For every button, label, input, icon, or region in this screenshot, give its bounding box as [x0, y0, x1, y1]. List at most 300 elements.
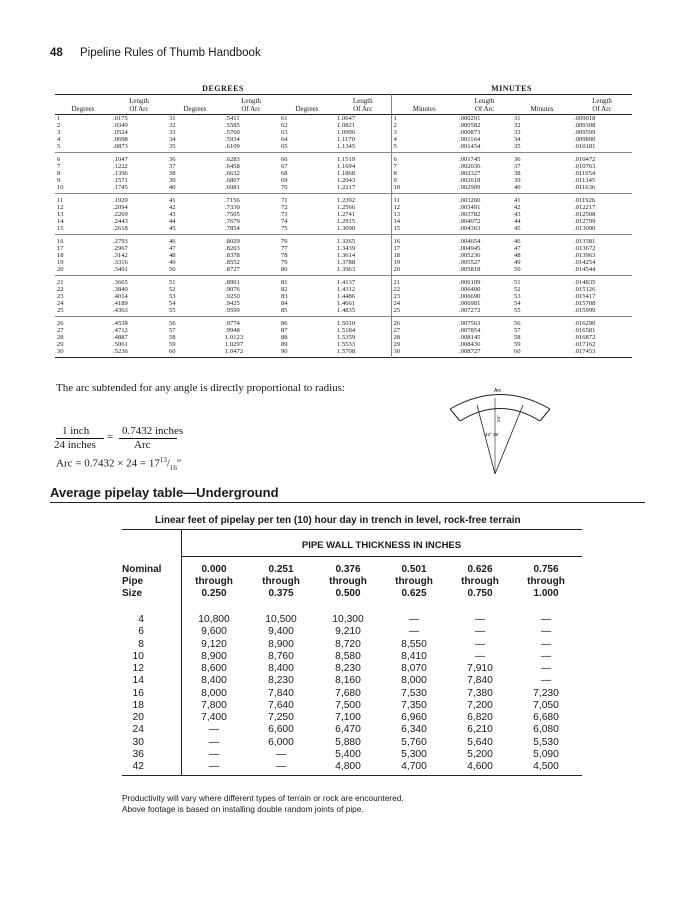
pipelay-footage-cell: —	[540, 638, 552, 650]
arc-length-cell: .5411	[225, 115, 240, 122]
arc-length-cell: 1.5708	[337, 348, 356, 355]
arc-length-cell: 1.1345	[337, 143, 356, 150]
pipelay-footage-cell: 8,070	[401, 663, 427, 674]
arc-length-cell: .2618	[113, 225, 128, 232]
pipelay-footage-cell: 8,000	[401, 675, 427, 687]
arc-angle-cell: 48	[514, 252, 521, 259]
arc-length-cell: .014544	[574, 266, 596, 273]
arc-angle-cell: 29	[57, 341, 64, 348]
arc-length-cell: .0873	[113, 143, 128, 150]
arc-length-cell: .004363	[459, 225, 481, 232]
arc-length-cell: .9076	[225, 286, 240, 293]
arc-length-cell: 1.0472	[225, 348, 244, 355]
arc-angle-cell: 88	[281, 334, 288, 341]
arc-angle-cell: 50	[514, 266, 521, 273]
arc-column-header	[111, 95, 167, 115]
arc-table-row	[55, 194, 632, 205]
pipelay-footage-cell: 4,800	[335, 761, 361, 772]
arc-length-cell: 1.4661	[337, 300, 356, 307]
arc-angle-cell: 9	[391, 177, 457, 184]
arc-length-cell: .005818	[459, 266, 481, 273]
nominal-header-line: Size	[122, 588, 143, 599]
arc-length-cell: .008727	[459, 348, 481, 355]
wall-thickness-header-line: 0.500	[335, 588, 361, 599]
arc-length-table	[55, 94, 632, 358]
arc-length-cell: .012217	[574, 204, 596, 211]
arc-angle-cell: 46	[512, 235, 572, 246]
pipelay-footage-cell: —	[208, 736, 220, 748]
arc-length-cell: .006109	[457, 276, 512, 287]
arc-length-cell: 1.5359	[337, 334, 356, 341]
pipelay-footage-cell: —	[275, 761, 287, 772]
arc-angle-cell: 56	[167, 317, 223, 328]
arc-angle-cell: 9	[57, 177, 61, 184]
arc-angle-cell: 63	[281, 129, 288, 136]
arc-angle-cell: 49	[169, 259, 176, 266]
arc-angle-cell: 64	[281, 136, 288, 143]
arc-angle-cell: 2	[57, 122, 61, 129]
arc-length-cell: .7505	[225, 211, 240, 218]
pipelay-footage-cell: —	[474, 650, 486, 662]
pipelay-footage-cell: 7,230	[533, 687, 559, 699]
arc-length-cell: .5934	[225, 136, 240, 143]
wall-thickness-header-line: 0.251	[268, 564, 294, 575]
pipelay-footage-cell: 4,600	[467, 761, 493, 772]
arc-angle-cell: 13	[391, 211, 457, 218]
wall-thickness-header-line: 0.375	[268, 588, 294, 599]
arc-angle-cell: 33	[514, 129, 521, 136]
pipelay-footage-cell: —	[408, 626, 420, 638]
fraction-left-denominator: 24 inches	[54, 439, 96, 451]
arc-column-header-line: Length	[241, 97, 261, 105]
arc-angle-cell: 71	[279, 194, 335, 205]
arc-diagram	[445, 384, 555, 479]
arc-length-cell: .9250	[225, 293, 240, 300]
arc-length-cell: 1.3614	[337, 252, 356, 259]
arc-length-cell: .009599	[574, 129, 596, 136]
arc-length-cell: 1.3963	[337, 266, 356, 273]
pipelay-footage-cell: 8,230	[268, 675, 294, 687]
arc-table-row	[55, 136, 632, 143]
arc-length-cell: .006981	[459, 300, 481, 307]
pipelay-footage-cell: 6,000	[268, 736, 294, 748]
arc-table-row	[55, 334, 632, 341]
pipelay-footage-cell: 8,160	[335, 675, 361, 687]
arc-angle-cell: 62	[281, 122, 288, 129]
arc-length-cell: .008145	[459, 334, 481, 341]
arc-table-row	[55, 348, 632, 358]
arc-angle-cell: 44	[169, 218, 176, 225]
arc-angle-cell: 41	[167, 194, 223, 205]
arc-angle-cell: 45	[514, 225, 521, 232]
arc-angle-cell: 60	[169, 348, 176, 355]
pipelay-footage-cell: 7,400	[201, 712, 227, 723]
arc-length-cell: .009890	[574, 136, 596, 143]
radius-right	[495, 405, 523, 474]
arc-length-cell: .010763	[574, 163, 596, 170]
arc-column-header-line: Minutes	[412, 105, 436, 113]
arc-angle-cell: 3	[57, 129, 61, 136]
arc-length-cell: .000873	[459, 129, 481, 136]
arc-angle-cell: 16	[55, 235, 111, 246]
arc-angle-cell: 34	[514, 136, 521, 143]
arc-angle-cell: 58	[169, 334, 176, 341]
arc-angle-cell: 12	[57, 204, 64, 211]
pipelay-footage-cell: —	[540, 614, 552, 625]
arc-column-header-sub: Of Arc	[241, 105, 261, 113]
arc-table-row	[55, 293, 632, 300]
pipelay-footage-cell: 7,680	[335, 687, 361, 699]
arc-angle-cell: 57	[514, 327, 521, 334]
arc-length-cell: .008436	[459, 341, 481, 348]
pipelay-footage-cell: 8,720	[335, 638, 361, 650]
arc-length-cell: .3840	[113, 286, 128, 293]
arc-length-cell: .1222	[113, 163, 128, 170]
arc-length-cell: 1.3265	[335, 235, 391, 246]
arc-angle-cell: 36	[167, 153, 223, 164]
pipelay-footage-cell: —	[208, 748, 220, 760]
arc-length-cell: .1047	[111, 153, 167, 164]
arc-length-cell: .000291	[459, 115, 481, 122]
pipelay-footage-cell: 7,050	[533, 699, 559, 711]
pipelay-footage-cell: 8,600	[201, 663, 227, 674]
arc-length-cell: .014835	[572, 276, 632, 287]
arc-angle-cell: 14	[57, 218, 64, 225]
pipelay-footage-cell: 6,680	[533, 712, 559, 723]
arc-angle-cell: 17	[391, 245, 457, 252]
arc-length-cell: .013381	[572, 235, 632, 246]
arc-length-cell: .015417	[574, 293, 596, 300]
arc-length-cell: .001745	[457, 153, 512, 164]
arc-length-cell: .004945	[459, 245, 481, 252]
pipelay-top-rule	[122, 529, 582, 530]
arc-angle-cell: 51	[512, 276, 572, 287]
arc-angle-cell: 86	[279, 317, 335, 328]
arc-length-cell: 1.2741	[337, 211, 356, 218]
arc-table-row	[55, 259, 632, 266]
arc-length-cell: .8378	[225, 252, 240, 259]
arc-angle-cell: 39	[169, 177, 176, 184]
arc-angle-cell: 26	[55, 317, 111, 328]
arc-angle-cell: 31	[514, 115, 521, 122]
pipelay-footage-cell: 8,410	[401, 650, 427, 662]
arc-table-row	[55, 218, 632, 225]
arc-table-row	[55, 170, 632, 177]
arc-angle-cell: 53	[169, 293, 176, 300]
nominal-pipe-size-header	[122, 564, 177, 600]
arc-length-cell: 1.2915	[337, 218, 356, 225]
arc-angle-cell: 79	[281, 259, 288, 266]
arc-length-cell: .8552	[225, 259, 240, 266]
arc-length-cell: .005236	[459, 252, 481, 259]
arc-angle-cell: 84	[281, 300, 288, 307]
arc-angle-cell: 16	[391, 235, 457, 246]
arc-length-cell: .5760	[225, 129, 240, 136]
arc-column-header-line: Length	[352, 97, 373, 105]
arc-angle-cell: 73	[281, 211, 288, 218]
arc-angle-cell: 40	[169, 184, 176, 191]
nominal-pipe-size-cell: 18	[132, 699, 144, 711]
pipelay-footage-cell: 7,100	[335, 712, 361, 723]
arc-angle-cell: 44	[514, 218, 521, 225]
degrees-group-label: DEGREES	[202, 84, 244, 93]
arc-angle-cell: 58	[514, 334, 521, 341]
arc-length-cell: .2967	[113, 245, 128, 252]
arc-result-slash: /	[166, 457, 170, 470]
arc-column-header	[391, 95, 457, 115]
arc-angle-cell: 65	[281, 143, 288, 150]
arc-angle-cell: 11	[391, 194, 457, 205]
arc-angle-cell: 7	[391, 163, 457, 170]
arc-column-header	[279, 95, 335, 115]
arc-length-cell: .7330	[225, 204, 240, 211]
arc-angle-cell: 27	[57, 327, 64, 334]
pipelay-footage-cell: 7,840	[467, 675, 493, 687]
arc-angle-cell: 6	[391, 153, 457, 164]
arc-table-row	[55, 184, 632, 194]
arc-column-header-line: Degrees	[183, 105, 207, 113]
pipelay-footage-cell: 8,550	[401, 638, 427, 650]
arc-length-cell: .5585	[225, 122, 240, 129]
wall-thickness-header-line: through	[195, 576, 233, 587]
wall-thickness-column-header	[513, 564, 579, 600]
arc-angle-cell: 26	[391, 317, 457, 328]
arc-length-cell: .0698	[113, 136, 128, 143]
arc-angle-cell: 59	[514, 341, 521, 348]
arc-length-cell: 1.1519	[335, 153, 391, 164]
nominal-pipe-size-cell: 8	[138, 638, 144, 650]
arc-length-cell: 1.5533	[337, 341, 356, 348]
arc-length-cell: .2443	[113, 218, 128, 225]
arc-length-cell: .004072	[459, 218, 481, 225]
pipelay-footage-cell: 8,230	[335, 663, 361, 674]
arc-column-header	[335, 95, 391, 115]
arc-length-cell: .016872	[574, 334, 596, 341]
arc-length-cell: .013672	[574, 245, 596, 252]
arc-length-cell: 1.1868	[337, 170, 356, 177]
arc-table-row	[55, 177, 632, 184]
arc-length-cell: .015999	[574, 307, 596, 314]
page-number: 48	[50, 47, 63, 59]
arc-length-cell: .012508	[574, 211, 596, 218]
arc-column-header-line: Degrees	[295, 105, 319, 113]
fraction-right-numerator: 0.7432 inches	[122, 425, 184, 437]
arc-angle-cell: 28	[391, 334, 457, 341]
arc-length-cell: .003200	[457, 194, 512, 205]
arc-length-cell: 1.1694	[337, 163, 356, 170]
wall-thickness-header-line: through	[395, 576, 433, 587]
pipelay-footage-cell: 7,800	[201, 699, 227, 711]
arc-length-cell: 1.4312	[337, 286, 356, 293]
arc-length-cell: .7854	[225, 225, 240, 232]
pipelay-footage-cell: 7,500	[335, 699, 361, 711]
wall-thickness-header-line: through	[329, 576, 367, 587]
arc-angle-cell: 39	[514, 177, 521, 184]
arc-angle-cell: 83	[281, 293, 288, 300]
arc-angle-cell: 72	[281, 204, 288, 211]
fraction-right-denominator: Arc	[134, 439, 151, 451]
pipelay-footage-cell: 6,600	[268, 724, 294, 736]
arc-outer-curve	[450, 395, 550, 410]
wall-thickness-header-line: 0.756	[533, 564, 559, 575]
arc-angle-cell: 11	[55, 194, 111, 205]
arc-length-cell: .005527	[459, 259, 481, 266]
arc-column-header-line: Length	[592, 97, 612, 105]
arc-length-cell: 1.2392	[335, 194, 391, 205]
arc-length-cell: .007563	[457, 317, 512, 328]
arc-length-cell: .9948	[225, 327, 240, 334]
arc-angle-cell: 90	[281, 348, 288, 355]
arc-angle-cell: 80	[281, 266, 288, 273]
arc-angle-cell: 24	[391, 300, 457, 307]
arc-angle-cell: 5	[391, 143, 457, 153]
arc-length-cell: .010472	[572, 153, 632, 164]
wall-thickness-header-line: 0.376	[335, 564, 361, 575]
pipelay-footage-cell: 10,800	[198, 614, 230, 625]
pipelay-footage-cell: 7,840	[268, 687, 294, 699]
pipelay-footage-cell: 4,700	[401, 761, 427, 772]
pipelay-footage-cell: 8,760	[268, 650, 294, 662]
arc-angle-cell: 57	[169, 327, 176, 334]
arc-length-cell: .6807	[225, 177, 240, 184]
arc-length-table-wrapper	[55, 84, 632, 358]
arc-length-cell: .006690	[459, 293, 481, 300]
arc-length-cell: .002327	[459, 170, 481, 177]
arc-column-header	[223, 95, 279, 115]
arc-length-cell: 1.3439	[337, 245, 356, 252]
radius-left	[477, 405, 495, 474]
pipelay-footage-cell: —	[474, 614, 486, 625]
arc-column-header	[55, 95, 111, 115]
arc-length-cell: .007272	[459, 307, 481, 314]
nominal-header-line: Pipe	[122, 576, 144, 587]
arc-length-cell: 1.0996	[337, 129, 356, 136]
pipelay-footage-cell: 6,210	[467, 724, 493, 736]
arc-table-row	[55, 276, 632, 287]
pipelay-footage-cell: 5,640	[467, 736, 493, 748]
pipelay-footage-cell: 5,400	[335, 748, 361, 760]
arc-length-cell: .0349	[113, 122, 128, 129]
arc-table-row	[55, 307, 632, 317]
arc-angle-cell: 61	[281, 115, 288, 122]
pipelay-footage-cell: 8,900	[268, 638, 294, 650]
pipelay-footage-cell: 8,400	[268, 663, 294, 674]
arc-angle-cell: 29	[391, 341, 457, 348]
arc-length-cell: .4363	[113, 307, 128, 314]
arc-length-cell: .4887	[113, 334, 128, 341]
pipelay-footage-cell: —	[275, 748, 287, 760]
arc-length-cell: .011636	[574, 184, 596, 191]
pipelay-footage-cell: 5,880	[335, 736, 361, 748]
arc-length-cell: .003782	[459, 211, 481, 218]
arc-angle-cell: 38	[514, 170, 521, 177]
pipelay-footage-cell: 5,760	[401, 736, 427, 748]
nominal-pipe-size-cell: 20	[132, 712, 144, 723]
wall-thickness-header-line: 0.501	[401, 564, 427, 575]
arc-length-cell: 1.5010	[335, 317, 391, 328]
arc-angle-cell: 52	[514, 286, 521, 293]
arc-angle-cell: 43	[169, 211, 176, 218]
arc-angle-cell: 48	[169, 252, 176, 259]
arc-table-row	[55, 211, 632, 218]
pipelay-footage-cell: —	[540, 650, 552, 662]
arc-length-cell: .6283	[223, 153, 279, 164]
wall-thickness-column-header	[315, 564, 381, 600]
arc-angle-cell: 38	[169, 170, 176, 177]
arc-angle-cell: 22	[57, 286, 64, 293]
arc-angle-cell: 20	[391, 266, 457, 276]
arc-length-cell: .007854	[459, 327, 481, 334]
wall-thickness-header-line: 0.625	[401, 588, 427, 599]
arc-angle-cell: 32	[169, 122, 176, 129]
arc-angle-cell: 35	[514, 143, 521, 150]
pipelay-footage-cell: 6,340	[401, 724, 427, 736]
nominal-pipe-size-cell: 6	[138, 626, 144, 638]
pipelay-footage-cell: 6,080	[533, 724, 559, 736]
arc-table-row	[55, 266, 632, 276]
arc-length-cell: 1.0647	[337, 115, 356, 122]
arc-length-cell: .013963	[574, 252, 596, 259]
pipelay-footage-cell: 7,910	[467, 663, 493, 674]
arc-length-cell: 1.0821	[337, 122, 356, 129]
wall-thickness-column-header	[381, 564, 447, 600]
arc-table-row	[55, 122, 632, 129]
arc-angle-cell: 55	[514, 307, 521, 314]
pipelay-footage-cell: 5,200	[467, 748, 493, 760]
arc-length-cell: 1.0123	[225, 334, 244, 341]
arc-angle-cell: 47	[514, 245, 521, 252]
arc-angle-cell: 47	[169, 245, 176, 252]
arc-angle-cell: 33	[169, 129, 176, 136]
arc-table-row	[55, 143, 632, 153]
arc-length-cell: .011345	[574, 177, 596, 184]
arc-table-row	[55, 225, 632, 235]
arc-length-cell: .014254	[574, 259, 596, 266]
arc-length-cell: .002036	[459, 163, 481, 170]
arc-angle-cell: 42	[514, 204, 521, 211]
arc-length-cell: .4189	[113, 300, 128, 307]
arc-length-cell: .001454	[459, 143, 481, 150]
arc-length-cell: .013090	[574, 225, 596, 232]
arc-angle-cell: 8	[57, 170, 61, 177]
pipelay-header-rule	[181, 556, 582, 557]
pipelay-footage-cell: —	[208, 761, 220, 772]
arc-length-cell: .0175	[113, 115, 128, 122]
arc-angle-cell: 81	[279, 276, 335, 287]
arc-length-cell: .8727	[225, 266, 240, 273]
arc-length-cell: .1745	[113, 184, 128, 191]
pipelay-footage-cell: 7,380	[467, 687, 493, 699]
arc-angle-cell: 50	[169, 266, 176, 273]
wall-thickness-header-line: 0.000	[201, 564, 227, 575]
arc-angle-cell: 30	[391, 348, 457, 358]
arc-column-header-sub: Of Arc	[129, 105, 149, 113]
nominal-pipe-size-cell: 12	[132, 663, 144, 674]
pipelay-footage-cell: 9,120	[201, 638, 227, 650]
arc-angle-cell: 54	[514, 300, 521, 307]
nominal-pipe-size-cell: 24	[132, 724, 144, 736]
arc-length-cell: .000582	[459, 122, 481, 129]
figure-arc-label: Arc	[494, 388, 502, 394]
arc-length-cell: .6109	[225, 143, 240, 150]
arc-angle-cell: 12	[391, 204, 457, 211]
figure-radius-label: 24"	[496, 415, 501, 422]
arc-length-cell: .7679	[225, 218, 240, 225]
arc-length-cell: .3665	[111, 276, 167, 287]
pipelay-footage-cell: 6,820	[467, 712, 493, 723]
arc-angle-cell: 51	[167, 276, 223, 287]
arc-length-cell: 1.4137	[335, 276, 391, 287]
